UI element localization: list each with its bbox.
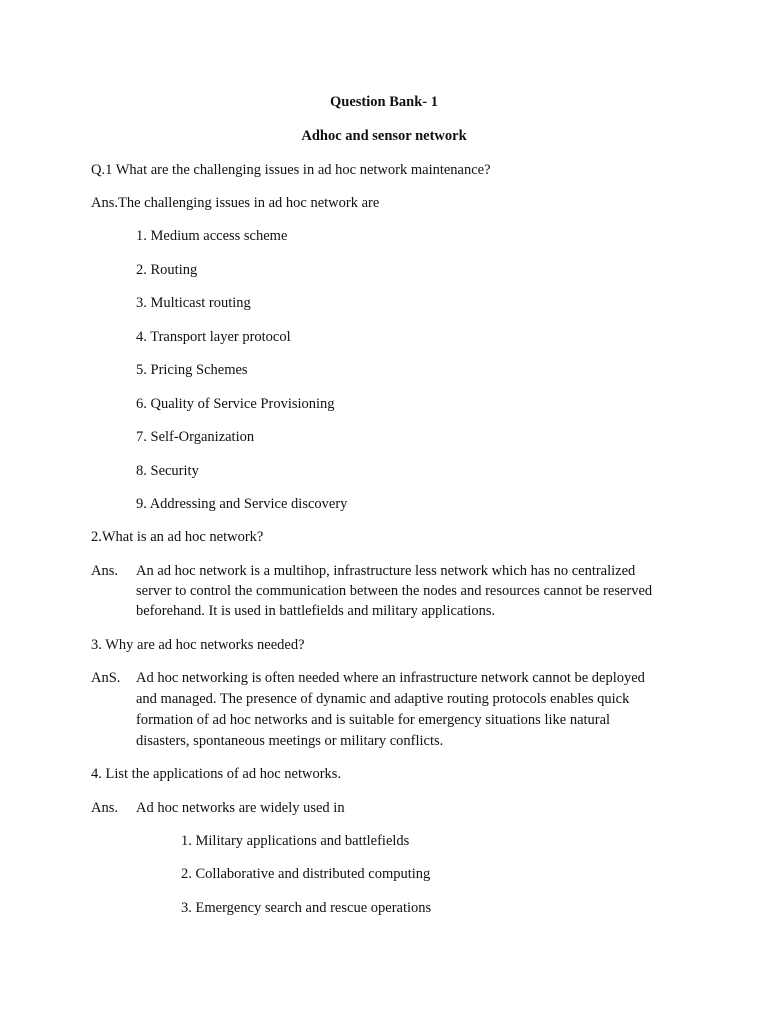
list-item: 8. Security — [136, 463, 199, 479]
answer-1-intro: Ans.The challenging issues in ad hoc network are — [91, 195, 380, 211]
list-item: 7. Self-Organization — [136, 429, 255, 445]
list-item: 3. Multicast routing — [136, 295, 251, 311]
answer-2-line: server to control the communication between the nodes and resources cannot be reserved — [136, 583, 653, 599]
answer-3-line: disasters, spontaneous meetings or military conflicts. — [136, 733, 444, 749]
answer-3-line: formation of ad hoc networks and is suitable for emergency situations like natural — [136, 712, 611, 728]
answer-3-line: and managed. The presence of dynamic and adaptive routing protocols enables quick — [136, 691, 630, 707]
answer-2-line: beforehand. It is used in battlefields and military applications. — [136, 603, 496, 619]
list-item: 1. Medium access scheme — [136, 228, 288, 244]
list-item: 9. Addressing and Service discovery — [136, 496, 348, 512]
question-1: Q.1 What are the challenging issues in ad hoc network maintenance? — [91, 162, 491, 178]
answer-2-label: Ans. — [91, 563, 118, 579]
answer-3-label: AnS. — [91, 670, 121, 686]
answer-3-line: Ad hoc networking is often needed where an infrastructure network cannot be deployed — [136, 670, 645, 686]
question-3: 3. Why are ad hoc networks needed? — [91, 637, 305, 653]
list-item: 5. Pricing Schemes — [136, 362, 248, 378]
list-item: 6. Quality of Service Provisioning — [136, 396, 335, 412]
list-item: 2. Collaborative and distributed computing — [181, 866, 431, 882]
answer-2-line: An ad hoc network is a multihop, infrastructure less network which has no centralized — [136, 563, 636, 579]
answer-4-intro: Ad hoc networks are widely used in — [136, 800, 345, 816]
list-item: 1. Military applications and battlefields — [181, 833, 410, 849]
list-item: 2. Routing — [136, 262, 198, 278]
question-4: 4. List the applications of ad hoc networks. — [91, 766, 342, 782]
list-item: 4. Transport layer protocol — [136, 329, 291, 345]
list-item: 3. Emergency search and rescue operations — [181, 900, 432, 916]
question-2: 2.What is an ad hoc network? — [91, 529, 264, 545]
answer-4-label: Ans. — [91, 800, 118, 816]
document-title: Question Bank- 1 — [330, 94, 438, 110]
document-subtitle: Adhoc and sensor network — [301, 128, 467, 144]
